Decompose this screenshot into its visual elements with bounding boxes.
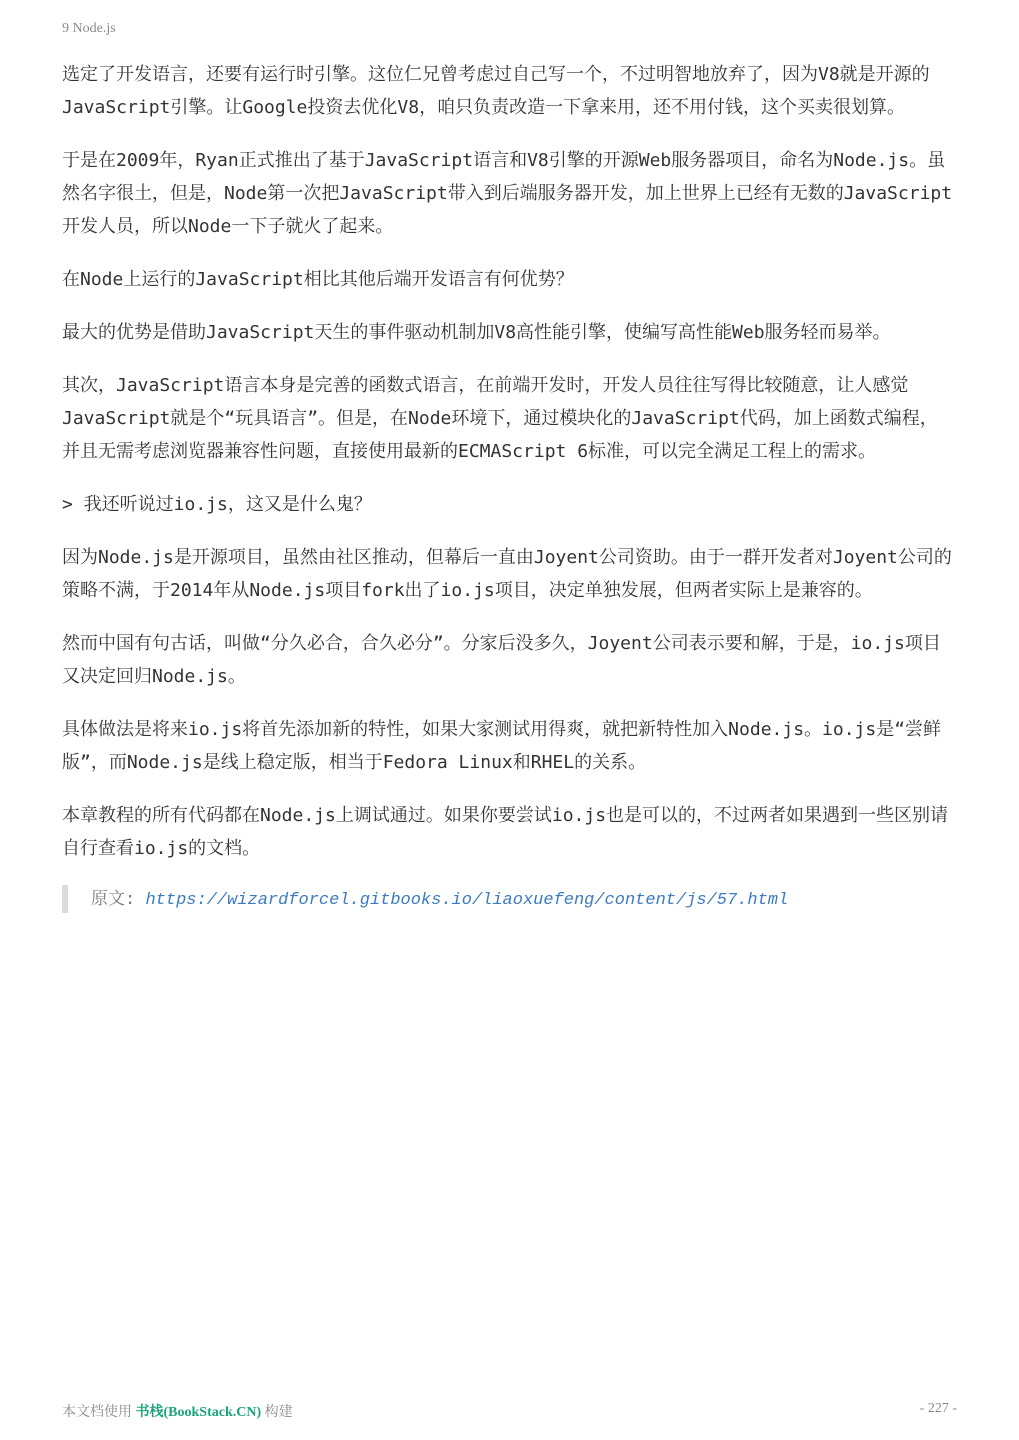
paragraph-5: 其次，JavaScript语言本身是完善的函数式语言，在前端开发时，开发人员往往写得比较随意，让人感觉JavaScript就是个“玩具语言”。但是，在Node环境下，通过模块化的JavaScript代码，加上函数式编程，并且无需考虑浏览器兼容性问题，直接使用最新的ECMAScript 6标准，可以完全满足工程上的需求。 xyxy=(62,375,938,462)
document-body xyxy=(62,58,954,913)
source-label: 原文: xyxy=(91,889,146,909)
chapter-header: 9 Node.js xyxy=(62,21,116,36)
footer-suffix: 构建 xyxy=(261,1405,293,1420)
bookstack-link[interactable]: 书栈(BookStack.CN) xyxy=(135,1405,262,1420)
paragraph-1: 选定了开发语言，还要有运行时引擎。这位仁兄曾考虑过自己写一个，不过明智地放弃了，因为V8就是开源的JavaScript引擎。让Google投资去优化V8，咱只负责改造一下拿来用，还不用付钱，这个买卖很划算。 xyxy=(62,64,930,118)
paragraph-8: 然而中国有句古话，叫做“分久必合，合久必分”。分家后没多久，Joyent公司表示要和解，于是，io.js项目又决定回归Node.js。 xyxy=(62,633,941,687)
paragraph-10: 本章教程的所有代码都在Node.js上调试通过。如果你要尝试io.js也是可以的，不过两者如果遇到一些区别请自行查看io.js的文档。 xyxy=(62,805,949,859)
paragraph-6: > 我还听说过io.js，这又是什么鬼？ xyxy=(62,494,372,515)
paragraph-9: 具体做法是将来io.js将首先添加新的特性，如果大家测试用得爽，就把新特性加入Node.js。io.js是“尝鲜版”，而Node.js是线上稳定版，相当于Fedora Linux和RHEL的关系。 xyxy=(62,719,942,773)
paragraph-4: 最大的优势是借助JavaScript天生的事件驱动机制加V8高性能引擎，使编写高性能Web服务轻而易举。 xyxy=(62,322,891,343)
paragraph-2: 于是在2009年，Ryan正式推出了基于JavaScript语言和V8引擎的开源Web服务器项目，命名为Node.js。虽然名字很土，但是，Node第一次把JavaScript带入到后端服务器开发，加上世界上已经有无数的JavaScript开发人员，所以Node一下子就火了起来。 xyxy=(62,150,953,237)
paragraph-3: 在Node上运行的JavaScript相比其他后端开发语言有何优势？ xyxy=(62,269,574,290)
source-link[interactable]: https://wizardforcel.gitbooks.io/liaoxuefeng/content/js/57.html xyxy=(145,891,789,910)
page-number: - 227 - xyxy=(919,1401,957,1416)
paragraph-7: 因为Node.js是开源项目，虽然由社区推动，但幕后一直由Joyent公司资助。由于一群开发者对Joyent公司的策略不满，于2014年从Node.js项目fork出了io.js项目，决定单独发展，但两者实际上是兼容的。 xyxy=(62,547,952,601)
footer-prefix: 本文档使用 xyxy=(62,1405,136,1420)
source-blockquote xyxy=(62,885,954,913)
footer-credit xyxy=(62,1401,293,1421)
